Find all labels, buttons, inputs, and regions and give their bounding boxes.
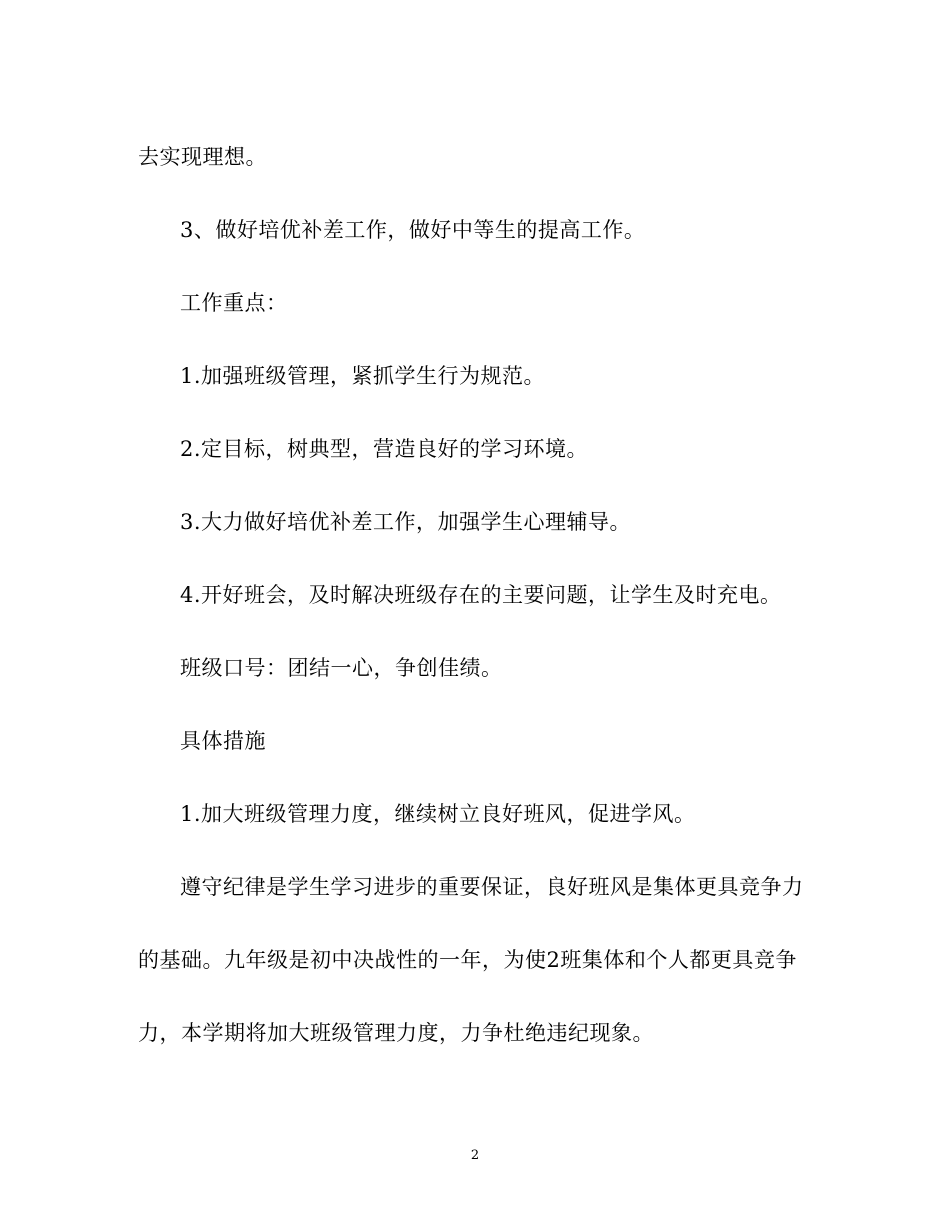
section-heading: 具体措施 (180, 729, 266, 753)
paragraph-line: 3、做好培优补差工作，做好中等生的提高工作。 (180, 218, 646, 242)
list-item: 1.加强班级管理，紧抓学生行为规范。 (180, 364, 546, 388)
paragraph-line: 力，本学期将加大班级管理力度，力争杜绝违纪现象。 (138, 1021, 654, 1045)
list-item: 1.加大班级管理力度，继续树立良好班风，促进学风。 (180, 802, 696, 826)
paragraph-line: 班级口号：团结一心，争创佳绩。 (180, 656, 503, 680)
list-item: 3.大力做好培优补差工作，加强学生心理辅导。 (180, 510, 632, 534)
page-number: 2 (470, 1148, 480, 1163)
list-item: 4.开好班会，及时解决班级存在的主要问题，让学生及时充电。 (180, 583, 782, 607)
list-item: 2.定目标，树典型，营造良好的学习环境。 (180, 437, 589, 461)
section-heading: 工作重点： (180, 291, 288, 315)
paragraph-line: 的基础。九年级是初中决战性的一年，为使2班集体和个人都更具竞争 (138, 948, 797, 972)
paragraph-line: 遵守纪律是学生学习进步的重要保证，良好班风是集体更具竞争力 (180, 875, 804, 899)
paragraph-line: 去实现理想。 (138, 145, 267, 169)
